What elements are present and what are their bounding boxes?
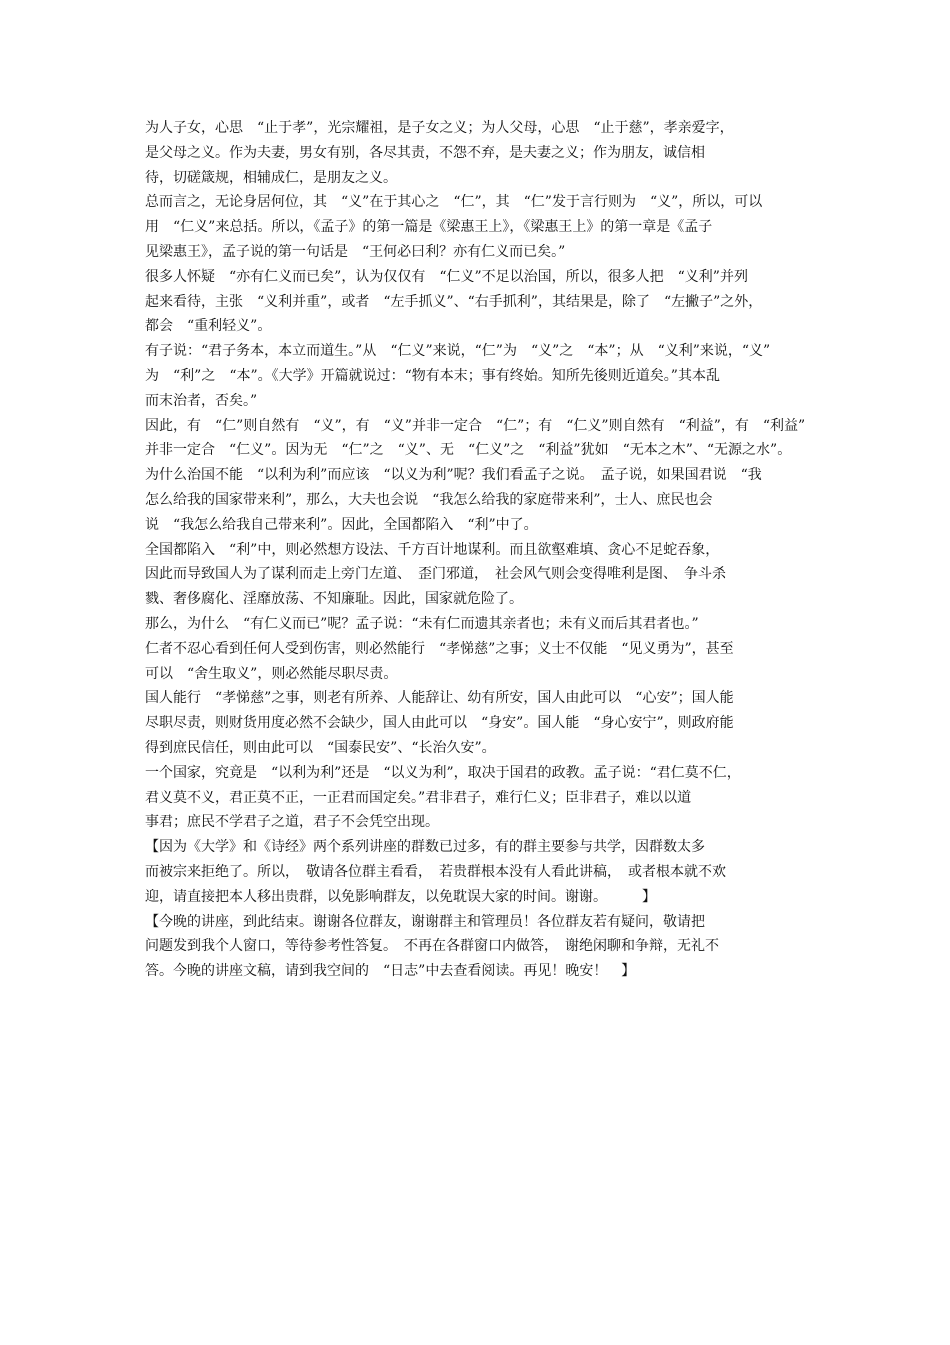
text-line: 答。今晚的讲座文稿，请到我空间的 “日志”中去查看阅读。再见！晚安！ 】 xyxy=(145,963,636,980)
text-line: 用 “仁义”来总括。所以，《孟子》的第一篇是《梁惠王上》，《梁惠王上》的第一章是《孟子 xyxy=(145,219,713,236)
text-line: 事君；庶民不学君子之道，君子不会凭空出现。 xyxy=(145,814,439,831)
text-line: 一个国家，究竟是 “以利为利”还是 “以义为利”，取决于国君的政教。孟子说：“君仁莫不仁， xyxy=(145,764,741,781)
text-line: 见梁惠王》，孟子说的第一句话是 “王何必曰利？亦有仁义而已矣。” xyxy=(145,243,566,260)
text-line: 仁者不忍心看到任何人受到伤害，则必然能行 “孝悌慈”之事；义士不仅能 “见义勇为”，甚至 xyxy=(145,640,734,657)
text-line: 有子说：“君子务本，本立而道生。”从 “仁义”来说，“仁”为 “义”之 “本”；从 “义利”来说，“义” xyxy=(145,343,771,360)
text-line: 可以 “舍生取义”，则必然能尽职尽责。 xyxy=(145,665,398,682)
text-line: 问题发到我个人窗口，等待参考性答复。 不再在各群窗口内做答， 谢绝闲聊和争辩，无礼不 xyxy=(145,938,719,955)
text-line: 【因为《大学》和《诗经》两个系列讲座的群数已过多，有的群主要参与共学，因群数太多 xyxy=(145,839,705,856)
text-line: 君义莫不义，君正莫不正，一正君而国定矣。”君非君子，难行仁义；臣非君子，难以以道 xyxy=(145,789,692,806)
text-line: 总而言之，无论身居何位，其 “义”在于其心之 “仁”，其 “仁”发于言行则为 “义”，所以，可以 xyxy=(145,194,763,211)
text-line: 为人子女，心思 “止于孝”，光宗耀祖，是子女之义；为人父母，心思 “止于慈”，孝亲爱字， xyxy=(145,120,734,136)
text-line: 国人能行 “孝悌慈”之事，则老有所养、人能辞让、幼有所安，国人由此可以 “心安”；国人能 xyxy=(145,690,734,707)
text-line: 是父母之义。作为夫妻，男女有别，各尽其责，不怨不弃，是夫妻之义；作为朋友，诚信相 xyxy=(145,144,705,161)
text-line: 得到庶民信任，则由此可以 “国泰民安”、“长治久安”。 xyxy=(145,739,496,756)
text-line: 迎，请直接把本人移出贵群，以免影响群友，以免耽误大家的时间。谢谢。 】 xyxy=(145,888,656,905)
text-line: 全国都陷入 “利”中，则必然想方设法、千方百计地谋利。而且欲壑难填、贪心不足蛇吞象， xyxy=(145,541,720,558)
text-line: 为什么治国不能 “以利为利”而应该 “以义为利”呢？我们看孟子之说。 孟子说，如果国君说 “我 xyxy=(145,467,762,484)
text-line: 很多人怀疑 “亦有仁义而已矣”，认为仅仅有 “仁义”不足以治国，所以，很多人把 “义利”并列 xyxy=(145,268,748,285)
text-line: 尽职尽责，则财货用度必然不会缺少，国人由此可以 “身安”。国人能 “身心安宁”，则政府能 xyxy=(145,715,734,732)
text-line: 而被宗来拒绝了。所以， 敬请各位群主看看， 若贵群根本没有人看此讲稿， 或者根本就不欢 xyxy=(145,863,726,880)
text-line: 并非一定合 “仁义”。因为无 “仁”之 “义”、无 “仁义”之 “利益”犹如 “无本之木”、“无源之水”。 xyxy=(145,442,792,459)
text-line: 而末治者，否矣。” xyxy=(145,392,258,409)
document-body xyxy=(145,116,810,984)
text-line: 因此，有 “仁”则自然有 “义”，有 “义”并非一定合 “仁”；有 “仁义”则自然有 “利益”，有 “利益” xyxy=(145,417,806,434)
text-line: 怎么给我的国家带来利”，那么，大夫也会说 “我怎么给我的家庭带来利”，士人、庶民也会 xyxy=(145,491,713,508)
text-line: 因此而导致国人为了谋利而走上旁门左道、 歪门邪道， 社会风气则会变得唯利是图、 争斗杀 xyxy=(145,566,726,583)
text-line: 起来看待，主张 “义利并重”，或者 “左手抓义”、“右手抓利”，其结果是，除了 “左撇子”之外， xyxy=(145,293,763,310)
text-line: 都会 “重利轻义”。 xyxy=(145,318,272,335)
text-line: 【今晚的讲座，到此结束。谢谢各位群友，谢谢群主和管理员！各位群友若有疑问，敬请把 xyxy=(145,913,705,930)
text-line: 说 “我怎么给我自己带来利”。因此，全国都陷入 “利”中了。 xyxy=(145,516,538,533)
text-line: 待，切磋箴规，相辅成仁，是朋友之义。 xyxy=(145,169,397,186)
text-line: 戮、奢侈腐化、淫靡放荡、不知廉耻。因此，国家就危险了。 xyxy=(145,591,523,608)
text-line: 那么，为什么 “有仁义而已”呢？孟子说：“未有仁而遗其亲者也；未有义而后其君者也。” xyxy=(145,615,699,632)
text-line: 为 “利”之 “本”。《大学》开篇就说过：“物有本末；事有终始。知所先後则近道矣。”其本乱 xyxy=(145,367,720,384)
